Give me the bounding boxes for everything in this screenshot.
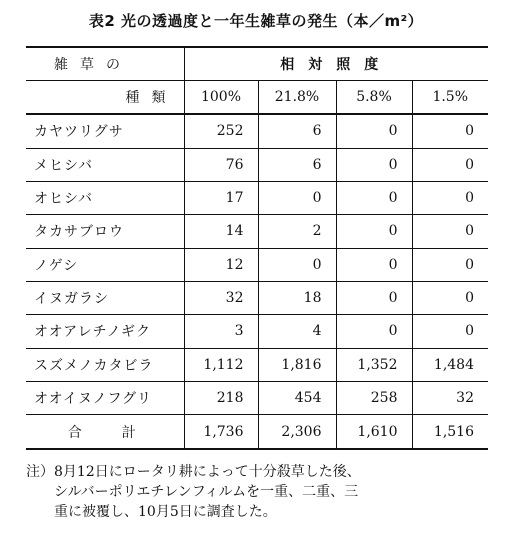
total-cell: 2,306 <box>258 415 336 449</box>
count-cell: 1,352 <box>336 348 412 381</box>
footnote-line: シルバーポリエチレンフィルムを一重、二重、三 <box>54 484 359 500</box>
count-cell: 32 <box>412 381 488 414</box>
column-header: 5.8% <box>336 81 412 115</box>
count-cell: 14 <box>184 215 258 248</box>
count-cell: 0 <box>412 315 488 348</box>
count-cell: 0 <box>412 248 488 281</box>
count-cell: 454 <box>258 381 336 414</box>
count-cell: 218 <box>184 381 258 414</box>
count-cell: 0 <box>336 181 412 214</box>
weed-species-name: スズメノカタビラ <box>26 348 184 381</box>
count-cell: 0 <box>412 114 488 148</box>
count-cell: 0 <box>412 215 488 248</box>
count-cell: 0 <box>412 148 488 181</box>
count-cell: 6 <box>258 114 336 148</box>
count-cell: 4 <box>258 315 336 348</box>
weed-species-name: カヤツリグサ <box>26 114 184 148</box>
table-title: 表2 光の透過度と一年生雑草の発生（本／m²） <box>88 12 424 30</box>
data-table-container <box>26 46 488 450</box>
count-cell: 252 <box>184 114 258 148</box>
header-row-top <box>26 47 488 81</box>
header-row-bottom <box>26 81 488 115</box>
count-cell: 17 <box>184 181 258 214</box>
table-row <box>26 381 488 414</box>
footnote <box>26 462 496 522</box>
count-cell: 0 <box>258 248 336 281</box>
count-cell: 32 <box>184 281 258 314</box>
count-cell: 0 <box>336 281 412 314</box>
weed-species-name: ノゲシ <box>26 248 184 281</box>
count-cell: 0 <box>336 148 412 181</box>
count-cell: 2 <box>258 215 336 248</box>
count-cell: 76 <box>184 148 258 181</box>
table-row <box>26 114 488 148</box>
header-weed-label: 雑草の <box>26 47 184 81</box>
count-cell: 1,816 <box>258 348 336 381</box>
total-cell: 1,736 <box>184 415 258 449</box>
column-header: 1.5% <box>412 81 488 115</box>
header-kind-label: 種類 <box>26 81 184 115</box>
weed-species-name: タカサブロウ <box>26 215 184 248</box>
footnote-line: 重に被覆し、10月5日に調査した。 <box>54 504 277 520</box>
weed-emergence-table <box>26 46 488 450</box>
table-row <box>26 315 488 348</box>
count-cell: 0 <box>258 181 336 214</box>
count-cell: 258 <box>336 381 412 414</box>
weed-species-name: メヒシバ <box>26 148 184 181</box>
count-cell: 0 <box>336 248 412 281</box>
count-cell: 1,112 <box>184 348 258 381</box>
count-cell: 0 <box>336 114 412 148</box>
count-cell: 3 <box>184 315 258 348</box>
total-label: 合計 <box>26 415 184 449</box>
weed-species-name: イヌガラシ <box>26 281 184 314</box>
header-relative-illuminance: 相対照度 <box>184 47 488 81</box>
table-row <box>26 148 488 181</box>
table-row <box>26 215 488 248</box>
count-cell: 1,484 <box>412 348 488 381</box>
count-cell: 6 <box>258 148 336 181</box>
count-cell: 0 <box>336 315 412 348</box>
column-header: 100% <box>184 81 258 115</box>
footnote-line: 注）8月12日にロータリ耕によって十分殺草した後、 <box>26 464 361 480</box>
total-cell: 1,516 <box>412 415 488 449</box>
count-cell: 0 <box>412 181 488 214</box>
total-cell: 1,610 <box>336 415 412 449</box>
count-cell: 0 <box>336 215 412 248</box>
weed-species-name: オオイヌノフグリ <box>26 381 184 414</box>
count-cell: 18 <box>258 281 336 314</box>
count-cell: 12 <box>184 248 258 281</box>
table-row <box>26 248 488 281</box>
table-row <box>26 348 488 381</box>
table-row <box>26 281 488 314</box>
table-row <box>26 181 488 214</box>
weed-species-name: オヒシバ <box>26 181 184 214</box>
count-cell: 0 <box>412 281 488 314</box>
column-header: 21.8% <box>258 81 336 115</box>
total-row <box>26 415 488 449</box>
weed-species-name: オオアレチノギク <box>26 315 184 348</box>
